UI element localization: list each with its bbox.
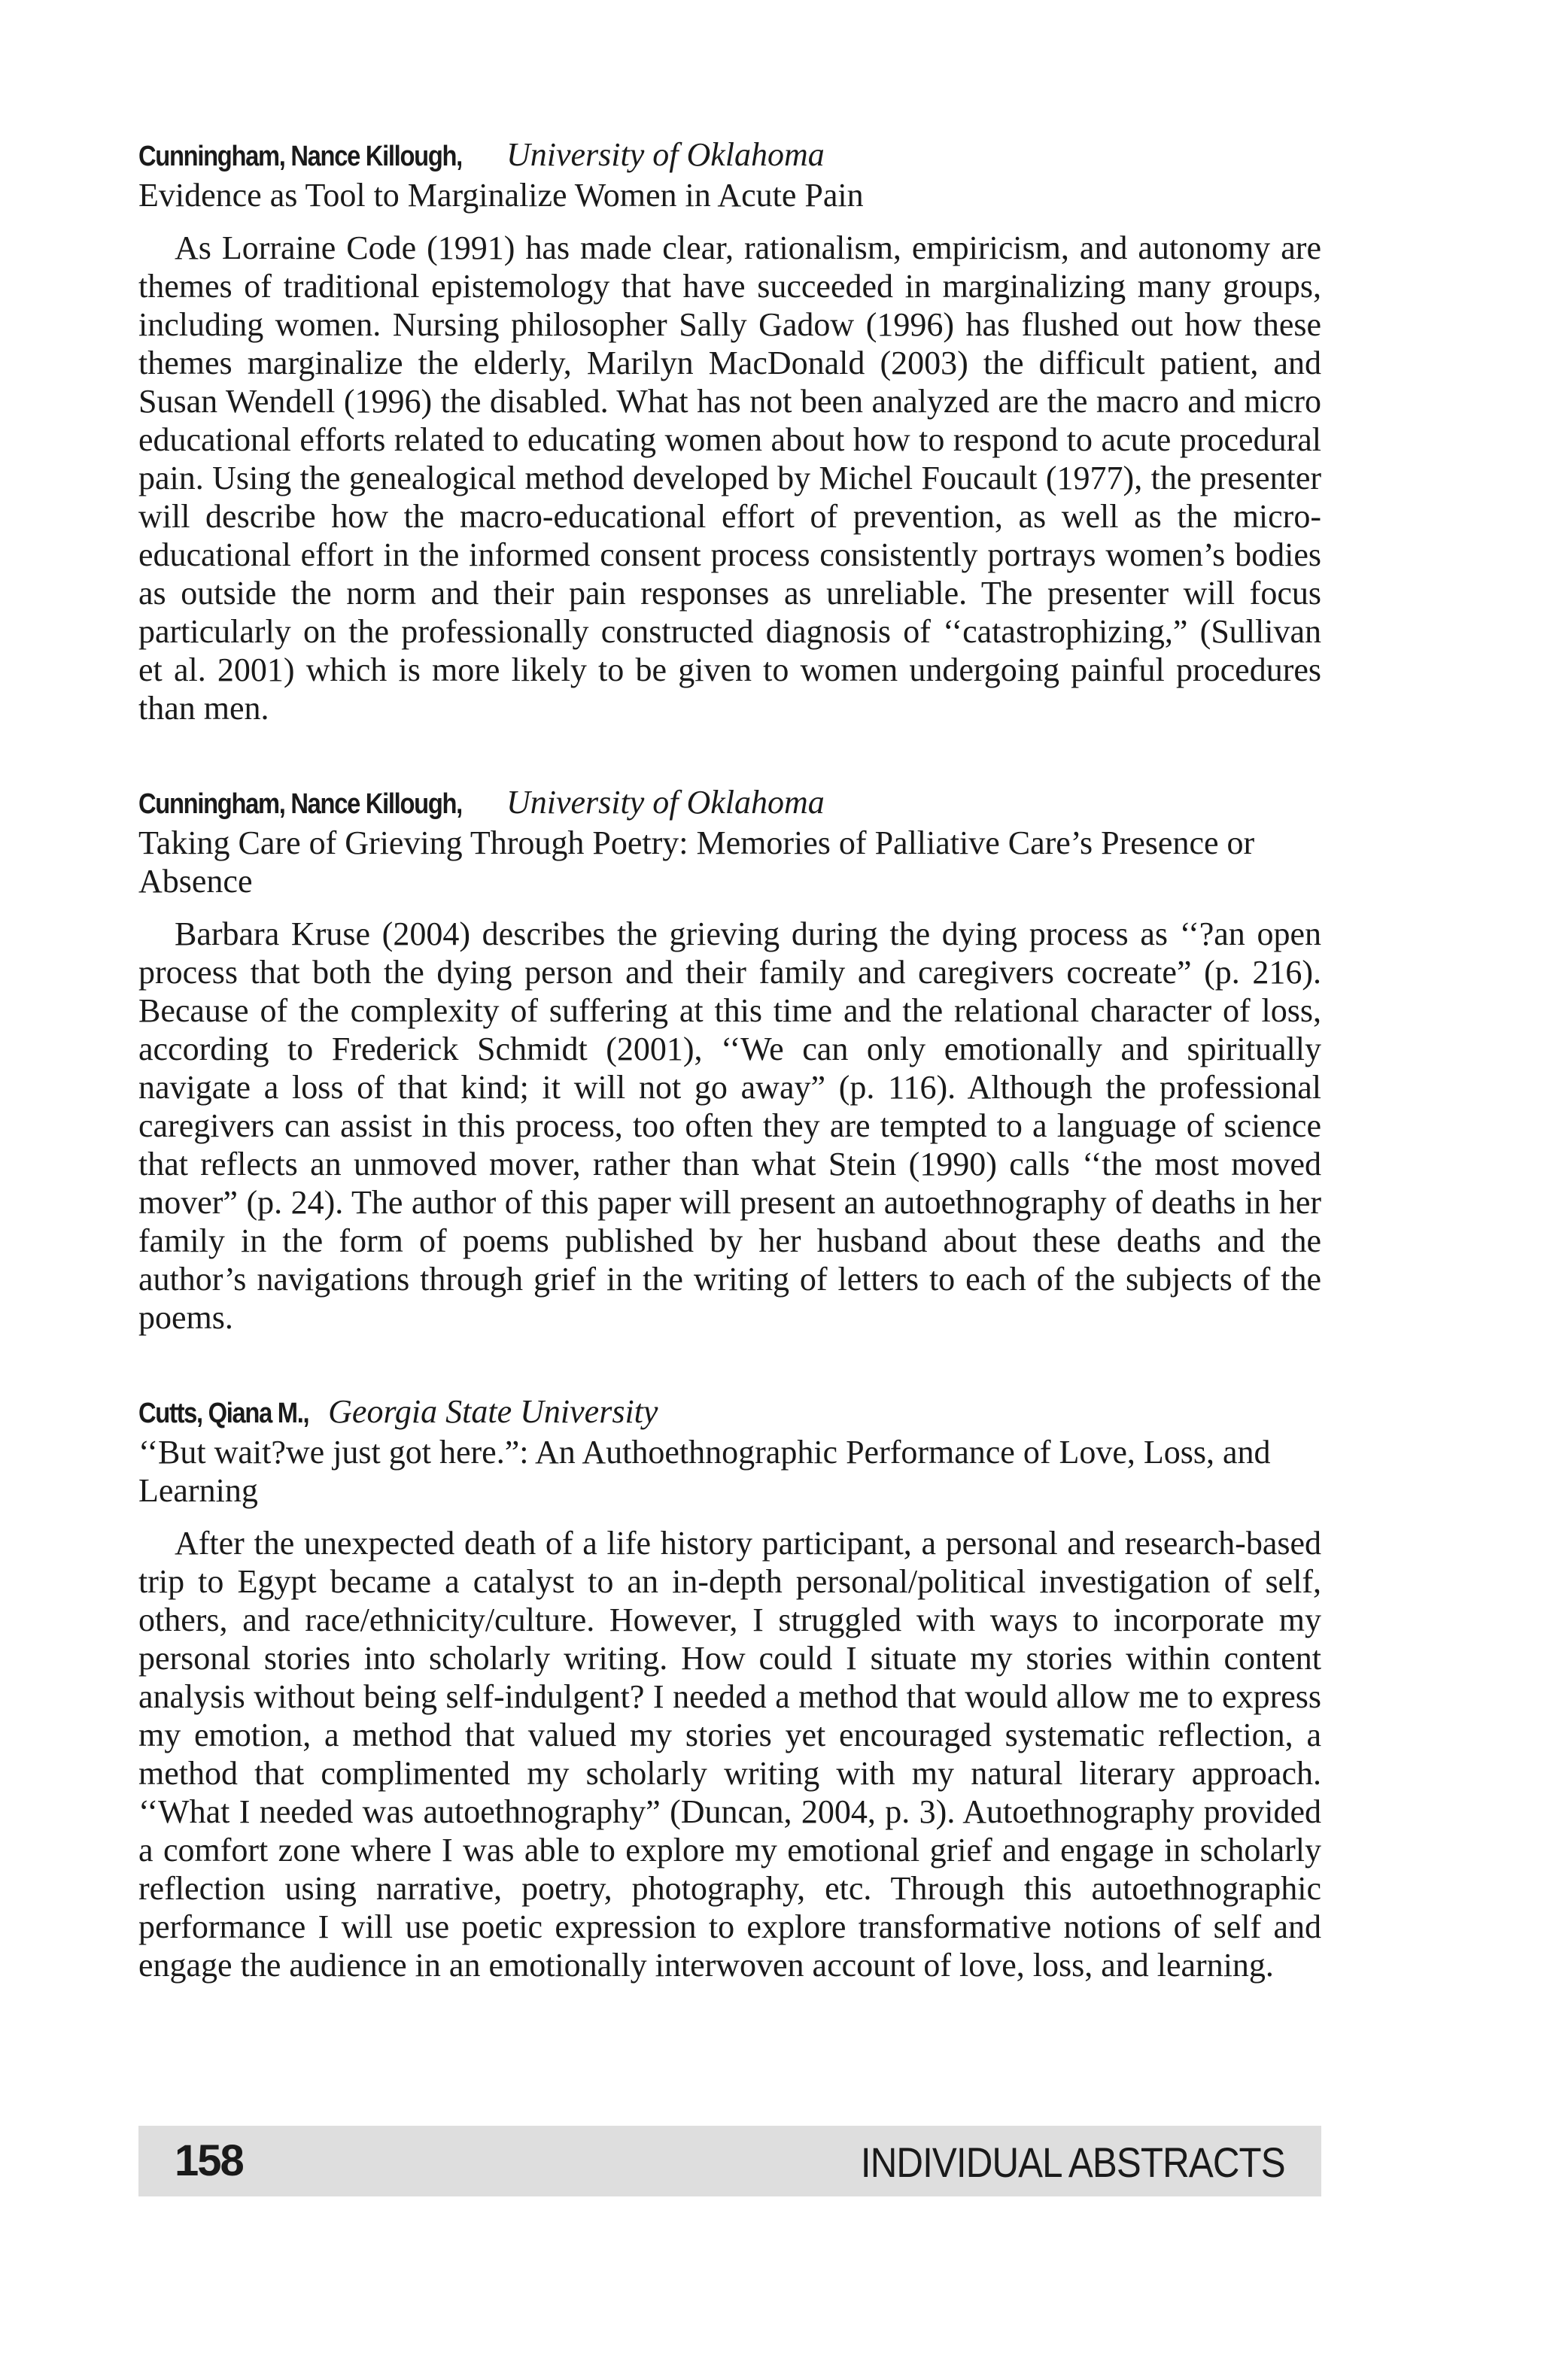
author-line [138, 783, 1321, 824]
abstract-entry-1 [138, 135, 1321, 727]
author-affiliation: Georgia State University [328, 1393, 658, 1430]
author-name: Cunningham, Nance Killough, [138, 788, 462, 820]
abstract-title: ‘‘But wait?we just got here.”: An Authoethnographic Performance of Love, Loss, and Learning [138, 1434, 1271, 1509]
author-line [138, 135, 1321, 176]
abstract-title: Taking Care of Grieving Through Poetry: Memories of Palliative Care’s Presence or Absence [138, 824, 1255, 900]
author-affiliation: University of Oklahoma [506, 784, 825, 821]
author-name: Cunningham, Nance Killough, [138, 141, 462, 172]
page-number: 158 [175, 2136, 243, 2185]
author-name: Cutts, Qiana M., [138, 1398, 309, 1429]
author-line [138, 1392, 1321, 1433]
abstract-entry-2 [138, 783, 1321, 1337]
abstract-entry-3 [138, 1392, 1321, 1984]
abstract-body: Barbara Kruse (2004) describes the grieving during the dying process as ‘‘?an open process that both the dying person and their family and caregivers cocreate” (p. 216). Because of the complexity of suffering at this time and the relational character of loss, according to Frederick Schmidt (2001), ‘‘We can only emotionally and spiritually navigate a loss of that kind; it will not go away” (p. 116). Although the professional caregivers can assist in this process, too often they are tempted to a language of science that reflects an unmoved mover, rather than what Stein (1990) calls ‘‘the most moved mover” (p. 24). The author of this paper will present an autoethnography of deaths in her family in the form of poems published by her husband about these deaths and the author’s navigations through grief in the writing of letters to each of the subjects of the poems. [138, 915, 1321, 1336]
abstract-body: As Lorraine Code (1991) has made clear, rationalism, empiricism, and autonomy are themes of traditional epistemology that have succeeded in marginalizing many groups, including women. Nursing philosopher Sally Gadow (1996) has flushed out how these themes marginalize the elderly, Marilyn MacDonald (2003) the difficult patient, and Susan Wendell (1996) the disabled. What has not been analyzed are the macro and micro educational efforts related to educating women about how to respond to acute procedural pain. Using the genealogical method developed by Michel Foucault (1977), the presenter will describe how the macro-educational effort of prevention, as well as the micro-educational effort in the informed consent process consistently portrays women’s bodies as outside the norm and their pain responses as unreliable. The presenter will focus particularly on the professionally constructed diagnosis of ‘‘catastrophizing,” (Sullivan et al. 2001) which is more likely to be given to women undergoing painful procedures than men. [138, 229, 1321, 727]
page-footer [138, 2126, 1321, 2196]
abstract-body: After the unexpected death of a life history participant, a personal and research-based trip to Egypt became a catalyst to an in-depth personal/political investigation of self, others, and race/ethnicity/culture. However, I struggled with ways to incorporate my personal stories into scholarly writing. How could I situate my stories within content analysis without being self-indulgent? I needed a method that would allow me to express my emotion, a method that valued my stories yet encouraged systematic reflection, a method that complimented my scholarly writing with my natural literary approach. ‘‘What I needed was autoethnography” (Duncan, 2004, p. 3). Autoethnography provided a comfort zone where I was able to explore my emotional grief and engage in scholarly reflection using narrative, poetry, photography, etc. Through this autoethnographic performance I will use poetic expression to explore transformative notions of self and engage the audience in an emotionally interwoven account of love, loss, and learning. [138, 1525, 1321, 1984]
section-name: INDIVIDUAL ABSTRACTS [861, 2139, 1285, 2186]
abstract-title: Evidence as Tool to Marginalize Women in Acute Pain [138, 177, 864, 214]
author-affiliation: University of Oklahoma [506, 136, 825, 173]
page-content [138, 135, 1321, 2040]
